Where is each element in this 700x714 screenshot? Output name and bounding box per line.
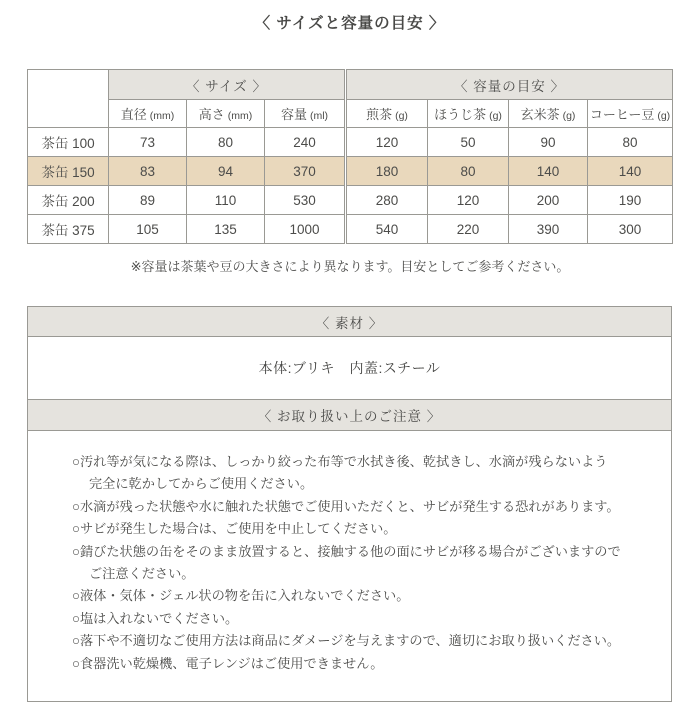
cell-value: 390	[509, 215, 588, 244]
column-header-diameter	[109, 100, 187, 128]
precaution-line: ○汚れ等が気になる際は、しっかり絞った布等で水拭き後、乾拭きし、水滴が残らないよう	[72, 454, 608, 469]
size-group-header: 〈 サイズ 〉	[109, 70, 346, 100]
cell-value: 140	[588, 157, 673, 186]
cell-value: 140	[509, 157, 588, 186]
precaution-item-cleaning	[72, 451, 643, 496]
cell-value: 80	[187, 128, 265, 157]
precaution-line-continuation: 完全に乾かしてからご使用ください。	[89, 476, 314, 492]
column-header-capacity	[265, 100, 346, 128]
cell-value: 105	[109, 215, 187, 244]
cell-value: 73	[109, 128, 187, 157]
cell-value: 220	[428, 215, 509, 244]
cell-value: 370	[265, 157, 346, 186]
precaution-item-no-liquids	[72, 585, 643, 607]
cell-value: 530	[265, 186, 346, 215]
cell-value: 110	[187, 186, 265, 215]
precaution-line: ○水滴が残った状態や水に触れた状態でご使用いただくと、サビが発生する恐れがあります。	[72, 498, 620, 514]
row-label: 茶缶 200	[28, 186, 109, 215]
table-row-chakan-375	[28, 215, 673, 244]
cell-value: 1000	[265, 215, 346, 244]
size-capacity-table	[27, 69, 673, 244]
column-label: 直径	[120, 107, 147, 122]
capacity-group-header: 〈 容量の目安 〉	[346, 70, 673, 100]
column-unit: (g)	[489, 110, 502, 122]
column-unit: (mm)	[149, 110, 175, 122]
cell-value: 90	[509, 128, 588, 157]
info-box	[27, 306, 672, 702]
cell-value: 83	[109, 157, 187, 186]
cell-value: 200	[509, 186, 588, 215]
table-row-chakan-150-highlighted	[28, 157, 673, 186]
precaution-item-no-salt	[72, 608, 643, 630]
column-label: 玄米茶	[520, 107, 560, 122]
cell-value: 94	[187, 157, 265, 186]
row-label: 茶缶 375	[28, 215, 109, 244]
column-unit: (ml)	[309, 110, 329, 122]
precautions-list	[28, 431, 671, 675]
table-row-chakan-200	[28, 186, 673, 215]
cell-value: 89	[109, 186, 187, 215]
table-corner-cell	[28, 70, 109, 128]
row-label: 茶缶 150	[28, 157, 109, 186]
precaution-item-stop-use-if-rust	[72, 518, 643, 540]
cell-value: 80	[588, 128, 673, 157]
product-info-page	[0, 14, 700, 714]
cell-value: 120	[346, 128, 428, 157]
precaution-item-no-dishwasher-microwave	[72, 653, 643, 675]
precautions-section-heading: 〈 お取り扱い上のご注意 〉	[28, 399, 671, 431]
precaution-item-no-dropping	[72, 630, 643, 652]
column-header-sencha	[346, 100, 428, 128]
column-header-coffee-beans	[588, 100, 673, 128]
cell-value: 80	[428, 157, 509, 186]
row-label: 茶缶 100	[28, 128, 109, 157]
page-title: 〈 サイズと容量の目安 〉	[254, 15, 446, 32]
precaution-line: ○錆びた状態の缶をそのまま放置すると、接触する他の面にサビが移る場合がございますので	[72, 543, 621, 559]
column-label: 煎茶	[366, 107, 393, 122]
precaution-item-moisture-rust	[72, 496, 643, 518]
column-header-row	[28, 100, 673, 128]
column-label: 容量	[280, 107, 307, 122]
column-header-hojicha	[428, 100, 509, 128]
cell-value: 120	[428, 186, 509, 215]
cell-value: 280	[346, 186, 428, 215]
precaution-line-continuation: ご注意ください。	[89, 566, 195, 582]
precaution-line: ○塩は入れないでください。	[72, 610, 239, 626]
column-unit: (g)	[395, 110, 408, 122]
precaution-line: ○落下や不適切なご使用方法は商品にダメージを与えますので、適切にお取り扱いください。	[72, 633, 621, 649]
material-body-text: 本体:ブリキ 内蓋:スチール	[258, 360, 441, 376]
cell-value: 50	[428, 128, 509, 157]
precaution-item-rust-transfer	[72, 541, 643, 586]
cell-value: 300	[588, 215, 673, 244]
column-unit: (g)	[562, 110, 576, 122]
column-label: 高さ	[198, 107, 225, 122]
column-unit: (g)	[657, 110, 671, 122]
cell-value: 240	[265, 128, 346, 157]
cell-value: 540	[346, 215, 428, 244]
capacity-note: ※容量は茶葉や豆の大きさにより異なります。目安としてご参考ください。	[130, 259, 570, 274]
cell-value: 180	[346, 157, 428, 186]
group-header-row	[28, 70, 673, 100]
column-label: コーヒー豆	[589, 107, 655, 122]
column-header-height	[187, 100, 265, 128]
cell-value: 135	[187, 215, 265, 244]
precaution-line: ○液体・気体・ジェル状の物を缶に入れないでください。	[72, 588, 410, 604]
precaution-line: ○食器洗い乾燥機、電子レンジはご使用できません。	[72, 655, 384, 671]
cell-value: 190	[588, 186, 673, 215]
column-header-genmaicha	[509, 100, 588, 128]
table-row-chakan-100	[28, 128, 673, 157]
material-section-heading: 〈 素材 〉	[28, 307, 671, 337]
column-unit: (mm)	[227, 110, 253, 122]
column-label: ほうじ茶	[434, 107, 487, 122]
precaution-line: ○サビが発生した場合は、ご使用を中止してください。	[72, 521, 397, 537]
